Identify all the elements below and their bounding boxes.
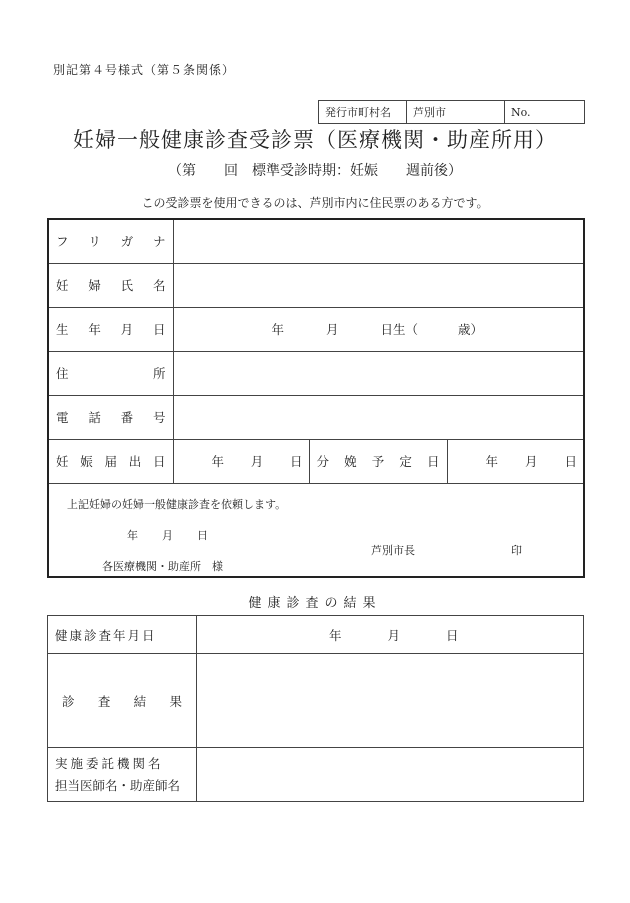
phone-field[interactable] [173, 395, 584, 439]
birth-month-unit: 月 [326, 322, 339, 337]
usage-notice: この受診票を使用できるのは、芦別市内に住民票のある方です。 [141, 196, 489, 210]
furigana-row [48, 219, 584, 263]
name-field[interactable] [173, 263, 584, 307]
birth-year-unit: 年 [271, 322, 285, 337]
request-date: 年 月 日 [127, 528, 208, 542]
institution-labels [48, 748, 197, 802]
patient-info-table [47, 218, 585, 578]
phone-row [48, 395, 584, 439]
issuer-box [318, 100, 585, 124]
birth-day-unit: 日生（ [380, 322, 419, 337]
pregnancy-report-label: 妊 娠 届 出 日 [56, 454, 166, 469]
furigana-label: フ リ ガ ナ [56, 234, 166, 250]
institution-label: 実施委託機関名 [55, 755, 164, 771]
furigana-field[interactable] [173, 219, 584, 263]
page-title: 妊婦一般健康診査受診票（医療機関・助産所用） [73, 128, 557, 152]
request-row [48, 483, 584, 577]
institution-row [48, 748, 584, 802]
address-row [48, 351, 584, 395]
form-reference: 別記第４号様式（第５条関係） [53, 63, 236, 77]
request-section [48, 483, 584, 577]
birth-field[interactable] [173, 307, 584, 351]
phone-label: 電 話 番 号 [56, 410, 166, 425]
due-date-label: 分 娩 予 定 日 [316, 454, 440, 469]
results-table [47, 615, 584, 802]
pregnancy-report-date-field[interactable]: 年 月 日 [173, 439, 309, 483]
exam-date-row [48, 616, 584, 654]
pregnancy-row [48, 439, 584, 483]
exam-date-field[interactable]: 年 月 日 [197, 616, 584, 654]
issuer-number-label: No. [511, 105, 531, 119]
exam-result-field[interactable] [197, 654, 584, 748]
results-title: 健康診査の結果 [248, 596, 382, 611]
name-label: 妊 婦 氏 名 [56, 278, 166, 293]
address-field[interactable] [173, 351, 584, 395]
age-unit: 歳） [458, 322, 484, 337]
institution-field[interactable] [197, 748, 584, 802]
birth-row [48, 307, 584, 351]
issuer-label: 発行市町村名 [319, 101, 407, 123]
name-row [48, 263, 584, 307]
doctor-label: 担当医師名・助産師名 [55, 777, 181, 793]
exam-date-label: 健康診査年月日 [48, 616, 197, 654]
exam-result-row [48, 654, 584, 748]
request-text: 上記妊婦の妊婦一般健康診査を依頼します。 [67, 497, 287, 511]
exam-result-label: 診 査 結 果 [62, 693, 182, 709]
seal-mark: 印 [511, 543, 522, 557]
issuer-city: 芦別市 [407, 101, 505, 123]
address-label: 住 所 [56, 366, 166, 381]
addressee: 各医療機関・助産所 様 [102, 559, 223, 573]
birth-label: 生 年 月 日 [56, 322, 166, 337]
mayor-title: 芦別市長 [371, 543, 415, 557]
due-date-field[interactable]: 年 月 日 [447, 439, 584, 483]
page-subtitle: （第 回 標準受診時期：妊娠 週前後） [168, 163, 462, 179]
